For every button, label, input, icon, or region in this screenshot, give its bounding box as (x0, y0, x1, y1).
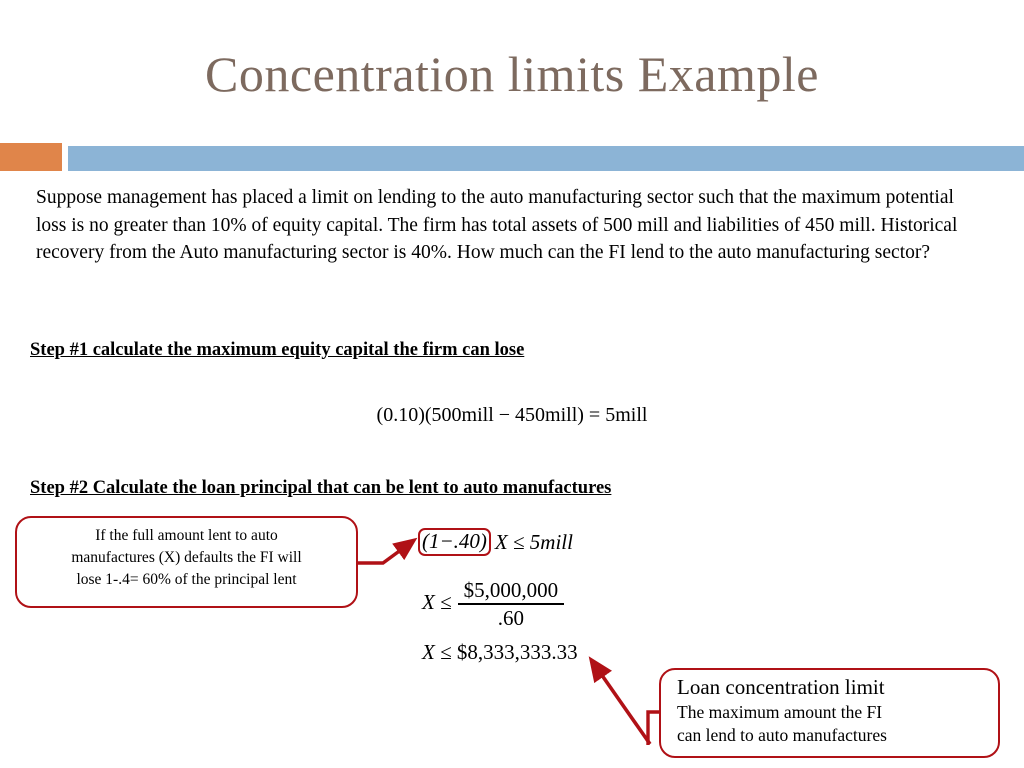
fraction (458, 578, 565, 630)
callout-right-line-2: can lend to auto manufactures (677, 725, 887, 745)
equation-line-1 (418, 528, 573, 556)
callout-right-title: Loan concentration limit (677, 675, 885, 699)
callout-left-line-3: lose 1-.4= 60% of the principal lent (76, 571, 297, 588)
equation-line-3 (422, 640, 578, 665)
accent-bar-orange (0, 143, 62, 171)
arrow-right-callout-to-result (592, 661, 650, 744)
equation-line-3-rhs: $8,333,333.33 (456, 640, 578, 664)
accent-bar-blue (68, 146, 1024, 171)
callout-left-line-1: If the full amount lent to auto (95, 527, 278, 544)
equation-line-2 (422, 578, 564, 630)
page-title: Concentration limits Example (205, 46, 819, 102)
fraction-numerator: $5,000,000 (463, 578, 559, 602)
step-1-heading: Step #1 calculate the maximum equity capital the firm can lose (30, 340, 525, 360)
highlighted-recovery-factor: (1−.40) (418, 528, 491, 556)
equation-line-1-rest: X ≤ 5mill (494, 529, 573, 554)
problem-statement-paragraph: Suppose management has placed a limit on lending to the auto manufacturing sector such that the maximum potential loss is no greater than 10% of equity capital. The firm has total assets of 500 mill and liabilities of 450 mill. Historical recovery from the Auto manufacturing sector is 40%. How much can the FI lend to the auto manufacturing sector? (36, 187, 958, 263)
callout-left-line-2: manufactures (X) defaults the FI will (71, 549, 302, 566)
equation-line-3-lhs: X ≤ (422, 640, 452, 664)
callout-box-recovery-explanation (15, 516, 358, 608)
fraction-denominator: .60 (497, 605, 524, 630)
arrow-right-callout-stem (648, 712, 659, 745)
arrow-left-callout-to-factor (358, 541, 413, 563)
step-2-heading: Step #2 Calculate the loan principal that can be lent to auto manufactures (30, 478, 612, 498)
callout-box-loan-concentration-limit (659, 668, 1000, 758)
step-1-equation: (0.10)(500mill − 450mill) = 5mill (376, 404, 648, 426)
equation-line-2-lhs: X ≤ (422, 590, 452, 615)
callout-right-line-1: The maximum amount the FI (677, 702, 883, 722)
